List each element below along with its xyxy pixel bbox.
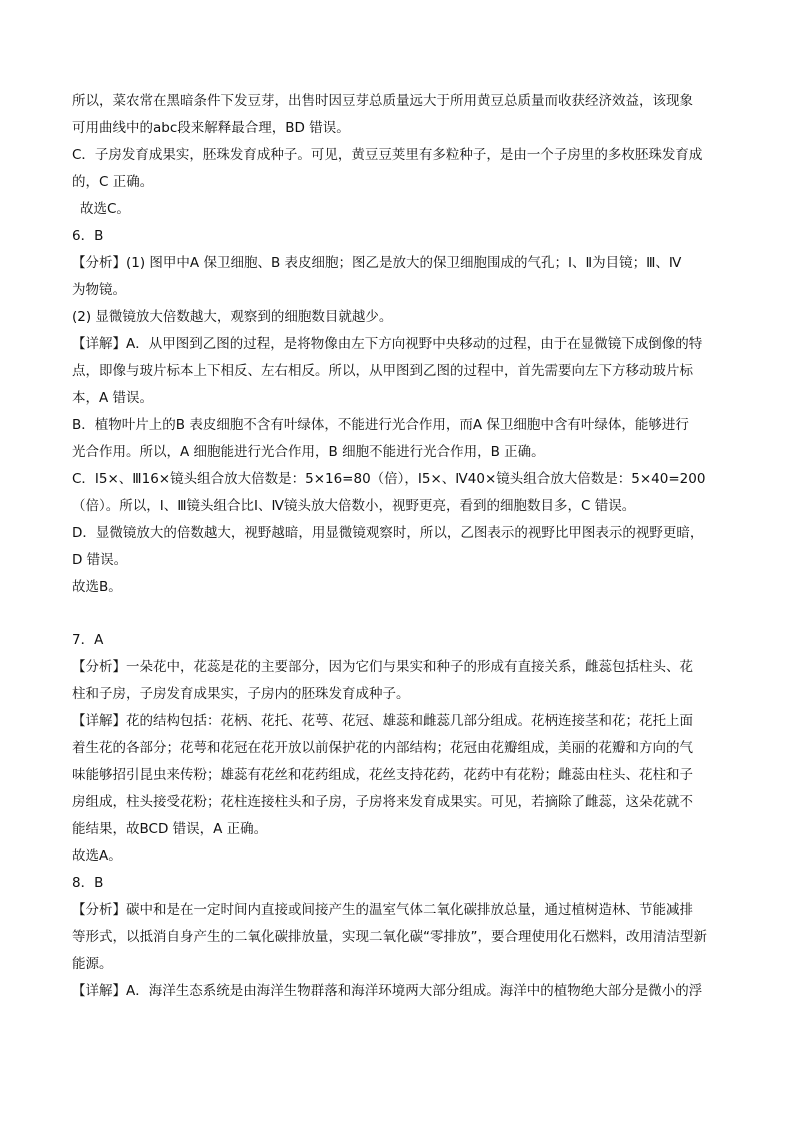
analysis-line: 【分析】(1) 图甲中A 保卫细胞、B 表皮细胞；图乙是放大的保卫细胞围成的气孔；Ⅰ、Ⅱ为目镜；Ⅲ、Ⅳ — [72, 255, 682, 271]
answer-choice-line: 故选A。 — [72, 848, 122, 864]
text-line: 可用曲线中的abc段来解释最合理，BD 错误。 — [72, 120, 350, 136]
text-line: D．显微镜放大的倍数越大，视野越暗，用显微镜观察时，所以，乙图表示的视野比甲图表示的视野更暗， — [72, 525, 704, 541]
text-line: 的，C 正确。 — [72, 174, 154, 190]
text-line: （倍）。所以，Ⅰ、Ⅲ镜头组合比Ⅰ、Ⅳ镜头放大倍数小，视野更亮，看到的细胞数目多，C 错误。 — [72, 498, 636, 514]
text-line: C．子房发育成果实，胚珠发育成种子。可见，黄豆豆荚里有多粒种子，是由一个子房里的多枚胚珠发育成 — [72, 147, 703, 163]
explanation-line: 【详解】花的结构包括：花柄、花托、花萼、花冠、雄蕊和雌蕊几部分组成。花柄连接茎和花；花托上面 — [72, 713, 693, 729]
document-body — [72, 88, 724, 1005]
text-line: 房组成，柱头接受花粉；花柱连接柱头和子房，子房将来发育成果实。可见，若摘除了雌蕊，这朵花就不 — [72, 794, 693, 810]
text-line: 为物镜。 — [72, 282, 126, 298]
text-line: 能源。 — [72, 956, 113, 972]
analysis-line: 【分析】一朵花中，花蕊是花的主要部分，因为它们与果实和种子的形成有直接关系，雌蕊包括柱头、花 — [72, 659, 693, 675]
question-number-7: 7．A — [72, 632, 104, 648]
analysis-line: 【分析】碳中和是在一定时间内直接或间接产生的温室气体二氧化碳排放总量，通过植树造林、节能减排 — [72, 902, 693, 918]
text-line: 本，A 错误。 — [72, 390, 154, 406]
text-line: 光合作用。所以，A 细胞能进行光合作用，B 细胞不能进行光合作用，B 正确。 — [72, 444, 545, 460]
text-line: C．Ⅰ5×、Ⅲ16×镜头组合放大倍数是：5×16=80（倍），Ⅰ5×、Ⅳ40×镜头组合放大倍数是：5×40=200 — [72, 471, 706, 487]
text-line: 味能够招引昆虫来传粉；雄蕊有花丝和花药组成，花丝支持花药，花药中有花粉；雌蕊由柱头、花柱和子 — [72, 767, 693, 783]
answer-choice-line: 故选C。 — [80, 201, 130, 217]
paragraph-gap — [72, 601, 724, 627]
text-line: (2) 显微镜放大倍数越大，观察到的细胞数目就越少。 — [72, 309, 393, 325]
text-line: 能结果，故BCD 错误，A 正确。 — [72, 821, 268, 837]
question-number-8: 8．B — [72, 875, 104, 891]
text-line: 所以，菜农常在黑暗条件下发豆芽，出售时因豆芽总质量远大于所用黄豆总质量而收获经济效益，该现象 — [72, 93, 693, 109]
text-line: 点，即像与玻片标本上下相反、左右相反。所以，从甲图到乙图的过程中，首先需要向左下方移动玻片标 — [72, 363, 693, 379]
text-line: D 错误。 — [72, 552, 128, 568]
answer-choice-line: 故选B。 — [72, 579, 122, 595]
text-line: 柱和子房，子房发育成果实，子房内的胚珠发育成种子。 — [72, 686, 410, 702]
question-number-6: 6．B — [72, 228, 104, 244]
explanation-line: 【详解】A．从甲图到乙图的过程，是将物像由左下方向视野中央移动的过程，由于在显微镜下成倒像的特 — [72, 336, 703, 352]
explanation-line: 【详解】A．海洋生态系统是由海洋生物群落和海洋环境两大部分组成。海洋中的植物绝大部分是微小的浮 — [72, 983, 703, 999]
text-line: B．植物叶片上的B 表皮细胞不含有叶绿体，不能进行光合作用，而A 保卫细胞中含有叶绿体，能够进行 — [72, 417, 689, 433]
text-line: 着生花的各部分；花萼和花冠在花开放以前保护花的内部结构；花冠由花瓣组成，美丽的花瓣和方向的气 — [72, 740, 693, 756]
text-line: 等形式，以抵消自身产生的二氧化碳排放量，实现二氧化碳“零排放”，要合理使用化石燃料，改用清洁型新 — [72, 929, 707, 945]
